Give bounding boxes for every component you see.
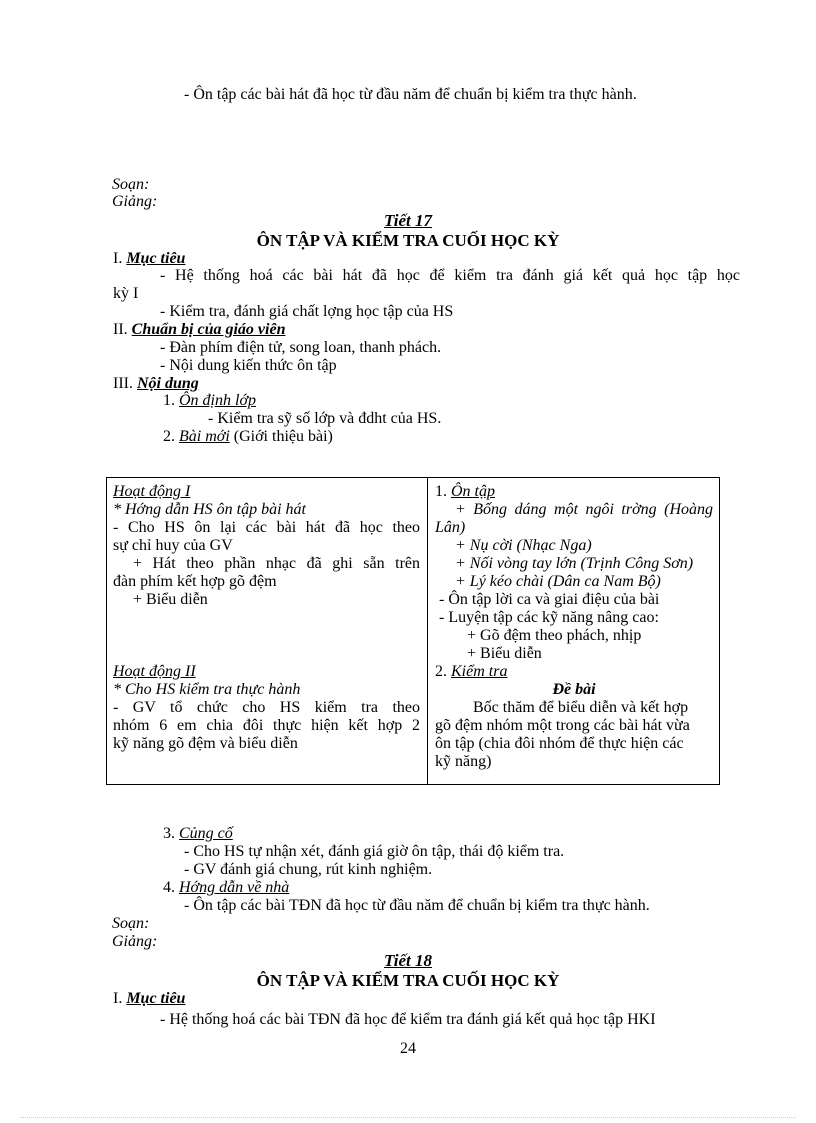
item-number: 2. bbox=[163, 428, 179, 445]
activity-2-line-2: nhóm 6 em chia đôi thực hiện kết hợp 2 bbox=[113, 717, 420, 734]
section-preparation bbox=[113, 321, 285, 339]
activity-2-title: Hoạt động II bbox=[113, 663, 196, 680]
objective-line-1-cont: kỳ I bbox=[113, 285, 139, 302]
exam-title: Đề bài bbox=[552, 681, 596, 698]
item-label: Ôn định lớp bbox=[179, 392, 256, 409]
objective-line-1: - Hệ thống hoá các bài hát đã học để kiểm tra đánh giá kết quả học tập học bbox=[160, 267, 740, 284]
lesson-17-number: Tiết 17 bbox=[384, 211, 432, 230]
activity-1-line-4: đàn phím kết hợp gõ đệm bbox=[113, 573, 277, 590]
exam-line-4: kỹ năng) bbox=[435, 753, 492, 770]
item-number: 1. bbox=[163, 392, 179, 409]
song-4: + Lý kéo chài (Dân ca Nam Bộ) bbox=[455, 573, 661, 590]
table-divider bbox=[427, 478, 428, 784]
page-number: 24 bbox=[400, 1040, 416, 1057]
page-bottom-border bbox=[20, 1117, 796, 1118]
song-1-cont: Lân) bbox=[435, 519, 466, 536]
consolidation-line-2: - GV đánh giá chung, rút kinh nghiệm. bbox=[184, 861, 433, 878]
activity-2-line-3: kỹ năng gõ đệm và biểu diễn bbox=[113, 735, 298, 752]
activity-1-subtitle: * Hớng dẫn HS ôn tập bài hát bbox=[113, 501, 306, 518]
preparation-line-1: - Đàn phím điện tử, song loan, thanh phách. bbox=[160, 339, 442, 356]
preparation-line-2: - Nội dung kiến thức ôn tập bbox=[160, 357, 337, 374]
activity-table bbox=[106, 477, 720, 785]
section-number: III. bbox=[113, 375, 137, 392]
review-heading bbox=[435, 483, 495, 501]
soan-label-18: Soạn: bbox=[112, 915, 150, 932]
section-content bbox=[113, 375, 199, 393]
item-rest: (Giới thiệu bài) bbox=[229, 428, 333, 445]
item-label: Kiểm tra bbox=[451, 663, 508, 680]
item-label: Ôn tập bbox=[451, 483, 495, 500]
song-2: + Nụ cời (Nhạc Nga) bbox=[455, 537, 592, 554]
content-item-1-line: - Kiểm tra sỹ số lớp và đdht của HS. bbox=[208, 410, 442, 427]
section-label: Mục tiêu bbox=[126, 990, 186, 1007]
activity-1-line-5: + Biểu diễn bbox=[133, 591, 208, 608]
activity-2-line-1: - GV tổ chức cho HS kiểm tra theo bbox=[113, 699, 420, 716]
activity-1-line-3: + Hát theo phần nhạc đã ghi sẵn trên bbox=[133, 555, 420, 572]
lesson-18-title: ÔN TẬP VÀ KIỂM TRA CUỐI HỌC KỲ bbox=[256, 971, 560, 990]
exam-line-2: gõ đệm nhóm một trong các bài hát vừa bbox=[435, 717, 690, 734]
consolidation-line-1: - Cho HS tự nhận xét, đánh giá giờ ôn tập, thái độ kiểm tra. bbox=[184, 843, 565, 860]
section-number: I. bbox=[113, 990, 127, 1007]
item-number: 2. bbox=[435, 663, 451, 680]
review-line-3: + Gõ đệm theo phách, nhịp bbox=[467, 627, 642, 644]
giang-label-18: Giảng: bbox=[112, 933, 158, 950]
song-3: + Nối vòng tay lớn (Trịnh Công Sơn) bbox=[455, 555, 694, 572]
item-number: 4. bbox=[163, 879, 179, 896]
top-line: - Ôn tập các bài hát đã học từ đầu năm để chuẩn bị kiểm tra thực hành. bbox=[184, 86, 637, 103]
activity-1-title: Hoạt động I bbox=[113, 483, 191, 500]
song-1: + Bống dáng một ngôi trờng (Hoàng bbox=[455, 501, 713, 518]
activity-2-subtitle: * Cho HS kiểm tra thực hành bbox=[113, 681, 301, 698]
review-line-2: - Luyện tập các kỹ năng nâng cao: bbox=[439, 609, 659, 626]
exam-line-1: Bốc thăm để biểu diễn và kết hợp bbox=[473, 699, 689, 716]
activity-1-line-2: sự chỉ huy của GV bbox=[113, 537, 233, 554]
content-item-1 bbox=[163, 392, 256, 410]
lesson-18-number: Tiết 18 bbox=[384, 951, 432, 970]
item-number: 3. bbox=[163, 825, 179, 842]
item-label: Hớng dẫn về nhà bbox=[179, 879, 290, 896]
activity-1-line-1: - Cho HS ôn lại các bài hát đã học theo bbox=[113, 519, 420, 536]
exam-line-3: ôn tập (chia đôi nhóm để thực hiện các bbox=[435, 735, 684, 752]
content-item-4 bbox=[163, 879, 289, 897]
soan-label: Soạn: bbox=[112, 176, 150, 193]
item-number: 1. bbox=[435, 483, 451, 500]
lesson-17-title: ÔN TẬP VÀ KIỂM TRA CUỐI HỌC KỲ bbox=[256, 231, 560, 250]
item-label: Bài mới bbox=[179, 428, 230, 445]
test-heading bbox=[435, 663, 507, 681]
giang-label: Giảng: bbox=[112, 193, 158, 210]
section-objectives-18 bbox=[113, 990, 185, 1008]
objective-18-line-1: - Hệ thống hoá các bài TĐN đã học để kiểm tra đánh giá kết quả học tập HKI bbox=[160, 1011, 656, 1028]
section-label: Mục tiêu bbox=[126, 250, 186, 267]
content-item-3 bbox=[163, 825, 233, 843]
section-objectives bbox=[113, 250, 185, 268]
section-label: Chuẩn bị của giáo viên bbox=[131, 321, 286, 338]
homework-line-1: - Ôn tập các bài TĐN đã học từ đầu năm để chuẩn bị kiểm tra thực hành. bbox=[184, 897, 650, 914]
review-line-1: - Ôn tập lời ca và giai điệu của bài bbox=[439, 591, 660, 608]
content-item-2 bbox=[163, 428, 333, 446]
section-label: Nội dung bbox=[136, 375, 199, 392]
item-label: Củng cố bbox=[179, 825, 233, 842]
objective-line-2: - Kiểm tra, đánh giá chất lợng học tập của HS bbox=[160, 303, 454, 320]
section-number: II. bbox=[113, 321, 132, 338]
review-line-4: + Biểu diễn bbox=[467, 645, 542, 662]
section-number: I. bbox=[113, 250, 127, 267]
